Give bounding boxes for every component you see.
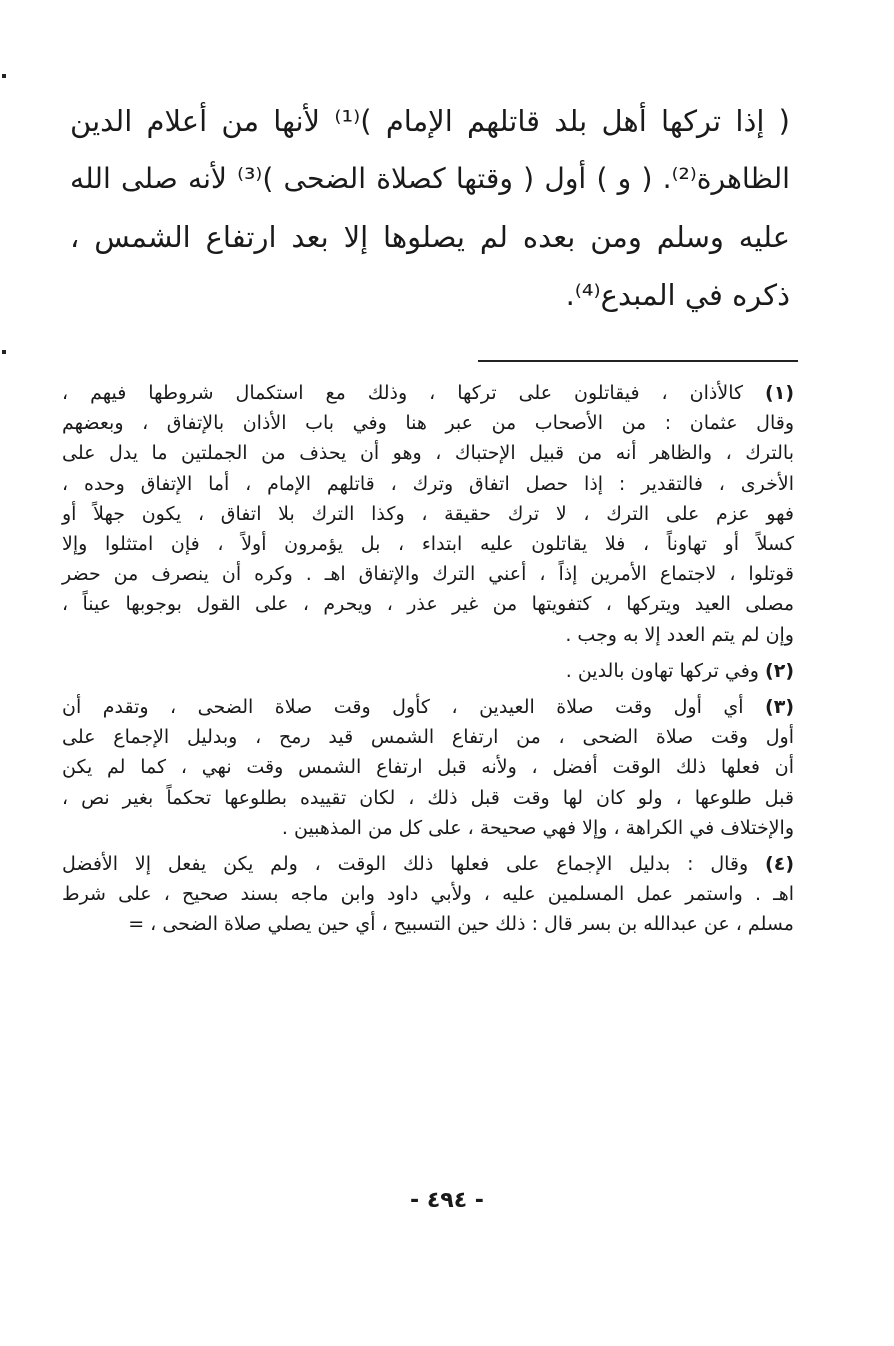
footnote-line: بالترك ، والظاهر أنه من قبيل الإحتباك ، وهو أن يحذف من الجملتين ما يدل على [62,442,794,465]
margin-mark [2,350,6,354]
main-text-line: عليه وسلم ومن بعده لم يصلوها إلا بعد ارتفاع الشمس ، [70,220,790,254]
footnote-2 [62,656,794,686]
main-text [70,92,790,324]
footnote-text: وفي تركها تهاون بالدين . [565,659,759,682]
footnote-line: كسلاً أو تهاوناً ، فلا يقاتلون عليه ابتداء ، بل يؤمرون أولاً ، فإن امتثلوا وإلا [62,533,794,556]
footnote-line: مسلم ، عن عبدالله بن بسر قال : ذلك حين التسبيح ، أي حين يصلي صلاة الضحى ، = [128,913,794,936]
footnote-line: قوتلوا ، لاجتماع الأمرين إذاً ، أعني الترك والإتفاق اهـ . وكره أن ينصرف من حضر [62,563,794,586]
footnote-number: (٣) [765,696,794,719]
margin-mark [2,74,6,78]
footnote-number: (٤) [765,853,794,876]
page-number: - ٤٩٤ - [410,1188,484,1213]
main-text-line: الظاهرة⁽²⁾. ( و ) أول ( وقتها كصلاة الضحى )⁽³⁾ لأنه صلى الله [70,162,790,195]
main-text-line: ذكره في المبدع⁽⁴⁾. [565,278,790,312]
footnote-line: والإختلاف في الكراهة ، وإلا فهي صحيحة ، على كل من المذهبين . [281,816,794,839]
footnote-line: مصلى العيد ويتركها ، كتفويتها من غير عذر ، ويحرم ، على القول بوجوبها عيناً ، [62,593,794,616]
footnote-text: وقال : بدليل الإجماع على فعلها ذلك الوقت ، ولم يكن يفعل إلا الأفضل [62,853,749,876]
footnote-4 [62,849,794,940]
footnote-text: أي أول وقت صلاة العيدين ، كأول وقت صلاة الضحى ، وتقدم أن [62,696,744,719]
footnote-separator [478,360,798,362]
footnote-line: الأخرى ، فالتقدير : إذا حصل اتفاق وترك ، قاتلهم الإمام ، أما الإتفاق وحده ، [62,472,794,495]
main-text-line: ( إذا تركها أهل بلد قاتلهم الإمام )⁽¹⁾ لأنها من أعلام الدين [70,104,790,138]
footnote-line: فهو عزم على الترك ، لا ترك حقيقة ، وكذا الترك بلا اتفاق ، يكون جهلاً أو [62,502,794,525]
footnote-line: أن فعلها ذلك الوقت أفضل ، ولأنه قبل ارتفاع الشمس وقت نهي ، كما لم يكن [62,756,794,779]
footnote-line [62,378,794,408]
footnote-number: (١) [765,382,794,404]
footnote-1 [62,378,794,650]
footnote-line [62,692,794,722]
footnotes [62,378,794,946]
footnote-line: قبل طلوعها ، ولو كان لها وقت قبل ذلك ، لكان تقييده بطلوعها تحكماً بغير نص ، [62,786,794,809]
footnote-text: كالأذان ، فيقاتلون على تركها ، وذلك مع استكمال شروطها فيهم ، [62,382,744,404]
footnote-3 [62,692,794,843]
footnote-line: وقال عثمان : من الأصحاب من عبر هنا وفي باب الأذان بالإتفاق ، وبعضهم [62,412,794,435]
footnote-line [62,656,794,686]
footnote-line: اهـ . واستمر عمل المسلمين عليه ، ولأبي داود وابن ماجه بسند صحيح ، على شرط [62,883,794,906]
footnote-number: (٢) [765,659,794,682]
footnote-line: وإن لم يتم العدد إلا به وجب . [565,623,794,646]
footnote-line [62,849,794,879]
footnote-line: أول وقت صلاة الضحى ، من ارتفاع الشمس قيد رمح ، وبدليل الإجماع على [62,726,794,749]
